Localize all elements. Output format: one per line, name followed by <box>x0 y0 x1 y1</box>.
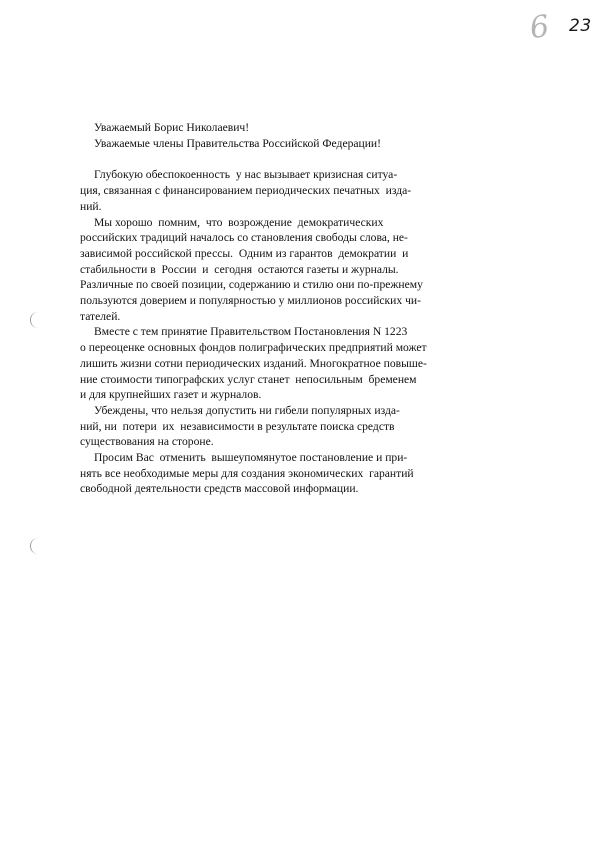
page-number: 23 <box>569 16 592 36</box>
paragraph <box>80 215 491 325</box>
text-line: российских традиций началось со становления свободы слова, не- <box>80 231 408 245</box>
text-line: лишить жизни сотни периодических изданий. Многократное повыше- <box>80 356 427 370</box>
text-line: Глубокую обеспокоенность у нас вызывает кризисная ситуа- <box>94 168 398 182</box>
text-line: существования на стороне. <box>80 435 214 449</box>
text-line: Убеждены, что нельзя допустить ни гибели популярных изда- <box>94 403 400 417</box>
letter-body <box>80 120 491 497</box>
paragraph <box>80 403 491 450</box>
punch-hole-mark <box>30 538 45 554</box>
text-line: Мы хорошо помним, что возрождение демократических <box>94 215 384 229</box>
punch-hole-mark <box>30 312 45 328</box>
salutation-line: Уважаемые члены Правительства Российской Федерации! <box>94 136 382 150</box>
text-line: ние стоимости типографских услуг станет непосильным бременем <box>80 372 417 386</box>
text-line: свободной деятельности средств массовой информации. <box>80 482 359 496</box>
spacer <box>80 151 491 167</box>
paragraph <box>80 167 491 214</box>
text-line: ний, ни потери их независимости в результате поиска средств <box>80 419 395 433</box>
text-line: зависимой российской прессы. Одним из гарантов демократии и <box>80 246 409 260</box>
text-line: Различные по своей позиции, содержанию и стилю они по-прежнему <box>80 278 423 292</box>
text-line: о переоценке основных фондов полиграфических предприятий может <box>80 341 427 355</box>
text-line: нять все необходимые меры для создания экономических гарантий <box>80 466 414 480</box>
text-line: ний. <box>80 199 102 213</box>
salutation-line: Уважаемый Борис Николаевич! <box>94 121 250 134</box>
text-line: ция, связанная с финансированием периодических печатных изда- <box>80 184 412 198</box>
text-line: и для крупнейших газет и журналов. <box>80 388 262 402</box>
handwritten-mark: 6 <box>527 8 552 47</box>
text-line: Просим Вас отменить вышеупомянутое постановление и при- <box>94 451 408 465</box>
text-line: тателей. <box>80 309 121 323</box>
text-line: Вместе с тем принятие Правительством Постановления N 1223 <box>94 325 408 339</box>
paragraph <box>80 324 491 403</box>
text-line: пользуются доверием и популярностью у миллионов российских чи- <box>80 294 421 308</box>
text-line: стабильности в России и сегодня остаются газеты и журналы. <box>80 262 399 276</box>
paragraph <box>80 450 491 497</box>
